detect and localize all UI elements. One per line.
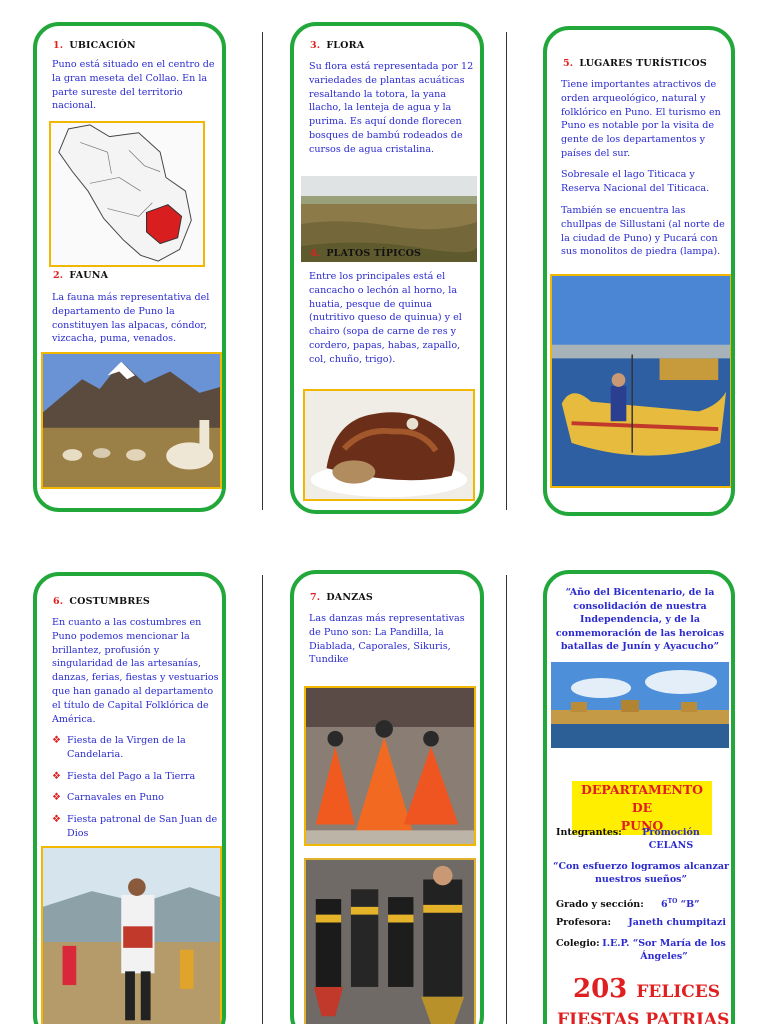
dancers-gold-photo: [304, 858, 476, 1024]
divider-bottom-left: [262, 575, 263, 1024]
section-title-fauna: 2. FAUNA: [53, 270, 109, 281]
divider-top-right: [506, 32, 507, 510]
section-title-danzas: 7. DANZAS: [310, 592, 373, 603]
flora-text: Su flora está representada por 12 variedades de plantas acuáticas resaltando la totora, la yana llacho, la lenteja de agua y la purima. Es aquí donde florecen bosques de bambú rodeados de cursos de agua cristalina.: [309, 61, 474, 155]
panel-lugares: [543, 26, 735, 516]
danzas-text: Las danzas más representativas de Puno son: La Pandilla, la Diablada, Caporales, Sikuris, Tundike: [309, 613, 465, 666]
department-title: DEPARTAMENTO DE PUNO: [572, 781, 712, 835]
motto: “Con esfuerzo logramos alcanzar nuestros sueños”: [553, 861, 730, 885]
section-title-costumbres: 6. COSTUMBRES: [53, 596, 150, 607]
lugares-text-1: Tiene importantes atractivos de orden arqueológico, natural y folklórico en Puno. El turismo en Puno es notable por la visita de gente de los departamentos y países del sur.: [561, 79, 721, 159]
divider-bottom-right: [506, 575, 507, 1024]
fauna-text: La fauna más representativa del departamento de Puno la constituyen las alpacas, cóndor, vizcacha, puma, venados.: [52, 292, 210, 345]
divider-top-left: [262, 32, 263, 510]
anniversary-number: 203 FELICES: [573, 974, 721, 1004]
section-title-lugares: 5. LUGARES TURÍSTICOS: [563, 58, 707, 69]
section-title-flora: 3. FLORA: [310, 40, 365, 51]
lechon-photo: [303, 389, 475, 501]
alpacas-photo: [41, 352, 222, 489]
ubicacion-text: Puno está situado en el centro de la gran meseta del Collao. En la parte sureste del territorio nacional.: [52, 59, 215, 112]
lugares-text-3: También se encuentra las chullpas de Sillustani (al norte de la ciudad de Puno) y Pucará con sus monolitos de piedra (lampa).: [561, 205, 725, 258]
list-item: ❖ Carnavales en Puno: [52, 792, 164, 804]
cover-quote: “Año del Bicentenario, de la consolidación de nuestra Independencia, y de la conmemoración de las heroicas batallas de Junín y Ayacucho”: [555, 587, 725, 653]
grado-row: Grado y sección: $6^{TO}$ “B”: [556, 898, 700, 911]
panel-cover: [543, 570, 735, 1024]
diamond-bullet-icon: ❖: [52, 814, 61, 826]
list-item: ❖ Fiesta patronal de San Juan de Dios: [52, 814, 218, 839]
diamond-bullet-icon: ❖: [52, 735, 61, 746]
fiestas-patrias-title: FIESTAS PATRIAS: [557, 1010, 730, 1024]
diamond-bullet-icon: ❖: [52, 770, 61, 782]
festival-dancer-photo: [41, 846, 222, 1024]
titicaca-reed-boat-photo: [550, 274, 732, 488]
section-title-ubicacion: 1. UBICACIÓN: [53, 40, 136, 51]
costumbres-text: En cuanto a las costumbres en Puno podemos mencionar la brillantez, profusión y singularidad de las artesanías, danzas, ferias, fiestas y vestuarios que han ganado al departamento el título de Capital Folklórica de América.: [52, 617, 219, 725]
lugares-text-2: Sobresale el lago Titicaca y Reserva Nacional del Titicaca.: [561, 169, 710, 194]
section-title-platos: 4. PLATOS TÍPICOS: [310, 248, 422, 259]
platos-text: Entre los principales está el cancacho o lechón al horno, la huatia, pesque de quinua (nutritivo queso de quinua) y el chairo (sopa de carne de res y cordero, papas, habas, zapallo, col, chuño, trigo).: [309, 271, 462, 365]
uros-islands-photo: [551, 662, 729, 748]
fiestas-list: [52, 734, 224, 849]
panel-costumbres: [33, 572, 226, 1024]
list-item: ❖ Fiesta del Pago a la Tierra: [52, 770, 196, 782]
colegio-row: Colegio: I.E.P. “Sor María de los Ángeles”: [556, 938, 726, 962]
dancers-red-photo: [304, 686, 476, 846]
panel-ubicacion-fauna: [33, 22, 226, 512]
profesora-row: Profesora: Janeth chumpitazi: [556, 917, 726, 928]
integrantes-row: Integrantes: Promoción CELANS: [556, 827, 700, 851]
diamond-bullet-icon: ❖: [52, 792, 61, 804]
panel-danzas: [290, 570, 484, 1024]
peru-map: [49, 121, 205, 267]
panel-flora-platos: [290, 22, 484, 514]
list-item: ❖ Fiesta de la Virgen de la Candelaria.: [52, 735, 186, 760]
